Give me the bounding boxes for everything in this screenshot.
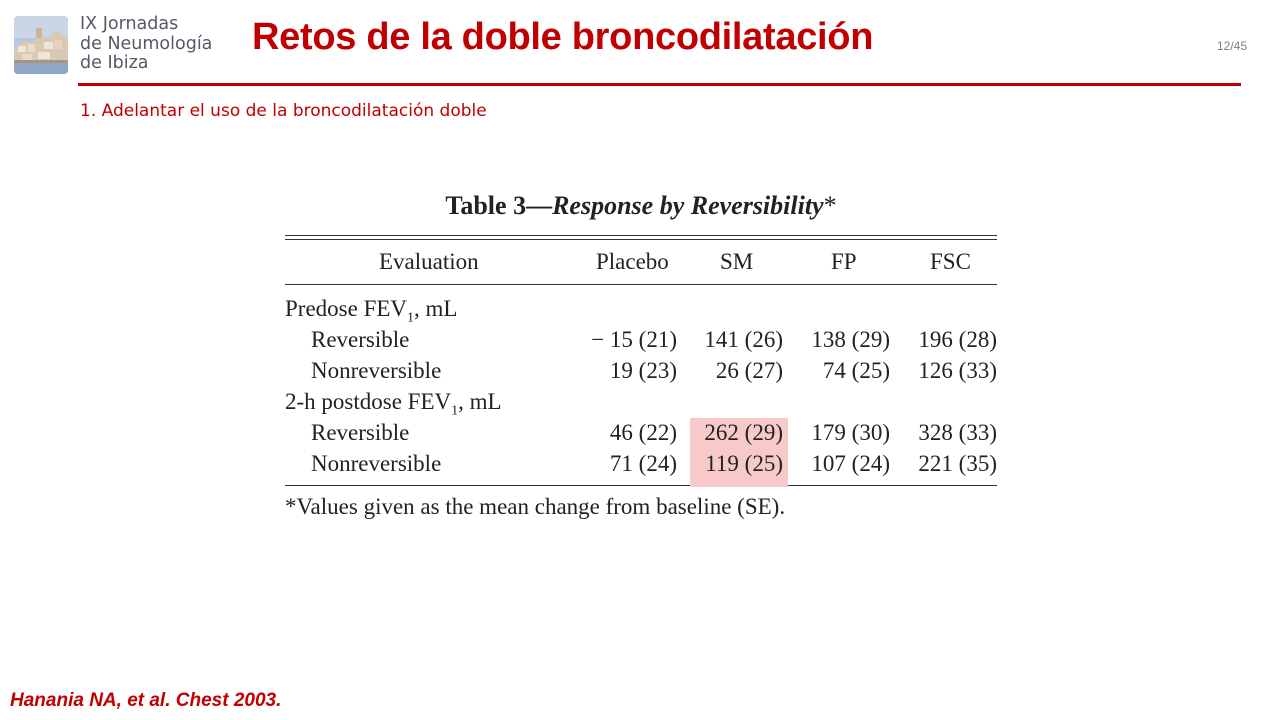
row-label: Reversible — [311, 420, 410, 445]
conference-line-2: de Neumología — [80, 33, 213, 54]
cell-placebo: 71 (24) — [609, 451, 677, 476]
column-header-placebo: Placebo — [596, 249, 669, 274]
column-header-sm: SM — [720, 249, 754, 274]
title-divider — [78, 83, 1241, 86]
section-label-sub: 1 — [451, 403, 459, 419]
section-row-predose — [285, 293, 997, 324]
conference-logo — [14, 16, 68, 74]
citation: Hanania NA, et al. Chest 2003. — [10, 690, 282, 711]
results-table-figure — [285, 185, 997, 520]
table-row — [285, 355, 997, 386]
column-header-fp: FP — [831, 249, 857, 274]
table-header-row — [285, 240, 997, 284]
cell-sm: 26 (27) — [715, 358, 783, 383]
cell-fsc: 126 (33) — [918, 358, 997, 383]
section-label-main: Predose FEV — [285, 296, 408, 321]
caption-prefix: Table 3— — [445, 191, 553, 220]
slide-title: Retos de la doble broncodilatación — [252, 16, 874, 58]
cell-fsc: 196 (28) — [918, 327, 997, 352]
cell-sm: 141 (26) — [704, 327, 783, 352]
cell-placebo: − 15 (21) — [591, 327, 677, 352]
row-label: Reversible — [311, 327, 410, 352]
cell-placebo: 46 (22) — [609, 420, 677, 445]
caption-italic: Response by Reversibility — [552, 191, 824, 220]
cell-fsc: 328 (33) — [918, 420, 997, 445]
conference-name — [80, 15, 250, 74]
section-label-main: 2-h postdose FEV — [285, 389, 452, 414]
table-caption — [285, 185, 997, 227]
cell-placebo: 19 (23) — [609, 358, 677, 383]
section-label-sub: 1 — [407, 310, 415, 326]
table-bottom-rule — [285, 485, 997, 486]
ibiza-town-image — [14, 16, 68, 74]
table-row — [285, 324, 997, 355]
column-header-evaluation: Evaluation — [379, 249, 479, 274]
section-label-tail: , mL — [414, 296, 458, 321]
section-row-postdose — [285, 386, 997, 417]
table-row — [285, 417, 997, 448]
cell-fp: 138 (29) — [811, 327, 890, 352]
cell-fp: 107 (24) — [811, 451, 890, 476]
cell-fp: 179 (30) — [811, 420, 890, 445]
row-label: Nonreversible — [311, 451, 442, 476]
conference-line-3: de Ibiza — [80, 53, 149, 73]
conference-line-1: IX Jornadas — [80, 14, 179, 34]
row-label: Nonreversible — [311, 358, 442, 383]
cell-fp: 74 (25) — [822, 358, 890, 383]
cell-sm-highlighted: 119 (25) — [705, 451, 783, 476]
table-row — [285, 448, 997, 479]
table-footnote: *Values given as the mean change from baseline (SE). — [285, 494, 786, 519]
caption-suffix: * — [823, 191, 837, 220]
slide-subtitle: 1. Adelantar el uso de la broncodilatación doble — [80, 101, 487, 121]
page-number: 12/45 — [1216, 39, 1247, 53]
column-header-fsc: FSC — [930, 249, 971, 274]
section-label-tail: , mL — [458, 389, 502, 414]
cell-sm-highlighted: 262 (29) — [704, 420, 783, 445]
cell-fsc: 221 (35) — [918, 451, 997, 476]
